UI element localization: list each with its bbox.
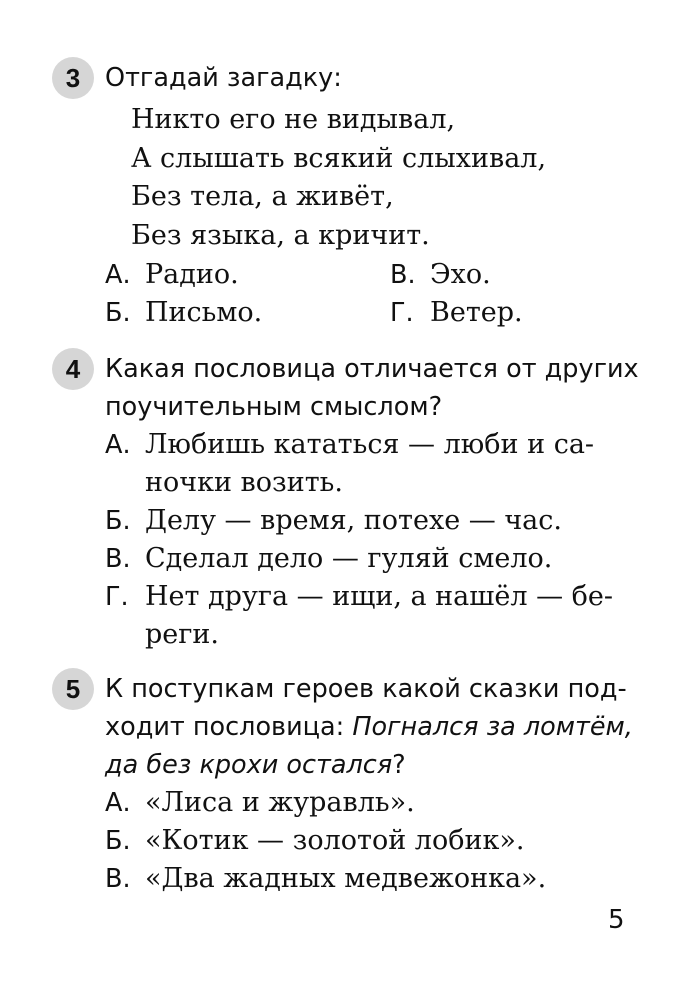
proverb-text: Погнался за ломтём,	[352, 712, 633, 742]
answer-option[interactable]	[105, 784, 415, 822]
option-letter: Б.	[105, 826, 131, 856]
riddle-line: Без тела, а живёт,	[131, 181, 394, 212]
question-line: поучительным смыслом?	[105, 392, 443, 422]
option-text: «Котик — золотой лобик».	[145, 825, 525, 856]
option-text: Эхо.	[430, 259, 491, 290]
proverb-text: да без крохи остался	[105, 750, 393, 780]
riddle-line: А слышать всякий слыхивал,	[131, 142, 547, 174]
task-number-badge: 4	[52, 348, 94, 390]
option-letter: В.	[105, 864, 131, 894]
option-letter: А.	[105, 788, 131, 818]
task-question	[105, 670, 633, 784]
answer-option[interactable]	[390, 256, 491, 294]
option-text: Нет друга — ищи, а нашёл — бе-	[145, 581, 614, 612]
option-letter: Г.	[390, 298, 414, 328]
option-text: Ветер.	[430, 297, 523, 328]
option-text: «Лиса и журавль».	[145, 787, 415, 818]
answer-option[interactable]	[105, 860, 546, 898]
question-line	[105, 746, 633, 784]
answer-option[interactable]	[105, 426, 594, 502]
riddle-line: Без языка, а кричит.	[131, 219, 430, 251]
option-text: «Два жадных медвежонка».	[145, 863, 547, 894]
option-text: Делу — время, потехе — час.	[145, 505, 562, 536]
question-line: К поступкам героев какой сказки под-	[105, 674, 627, 704]
answer-option[interactable]	[390, 294, 523, 332]
answer-option[interactable]	[105, 578, 613, 654]
answer-option[interactable]	[105, 294, 262, 332]
answer-option[interactable]	[105, 540, 552, 578]
question-text: ?	[392, 750, 406, 780]
option-letter: А.	[105, 430, 131, 460]
page-number: 5	[608, 905, 625, 935]
task-number-badge: 5	[52, 668, 94, 710]
option-text: Радио.	[145, 259, 239, 290]
option-letter: А.	[105, 260, 131, 290]
option-letter: В.	[105, 544, 131, 574]
answer-option[interactable]	[105, 822, 524, 860]
option-text-continuation: ночки возить.	[145, 467, 343, 498]
option-letter: Б.	[105, 298, 131, 328]
question-line: Какая пословица отличается от других	[105, 354, 639, 384]
option-letter: Г.	[105, 582, 129, 612]
riddle-text	[131, 101, 546, 255]
answer-option[interactable]	[105, 502, 562, 540]
riddle-line: Никто его не видывал,	[131, 104, 456, 135]
option-text-continuation: реги.	[145, 619, 219, 650]
option-text: Письмо.	[145, 297, 263, 328]
question-text: ходит пословица:	[105, 712, 353, 742]
answer-option[interactable]	[105, 256, 239, 294]
option-text: Любишь кататься — люби и са-	[145, 429, 595, 460]
question-line	[105, 708, 633, 746]
option-text: Сделал дело — гуляй смело.	[145, 543, 553, 574]
option-letter: Б.	[105, 506, 131, 536]
task-number-badge: 3	[52, 57, 94, 99]
task-question: Отгадай загадку:	[105, 63, 342, 93]
option-letter: В.	[390, 260, 416, 290]
task-question	[105, 350, 639, 426]
